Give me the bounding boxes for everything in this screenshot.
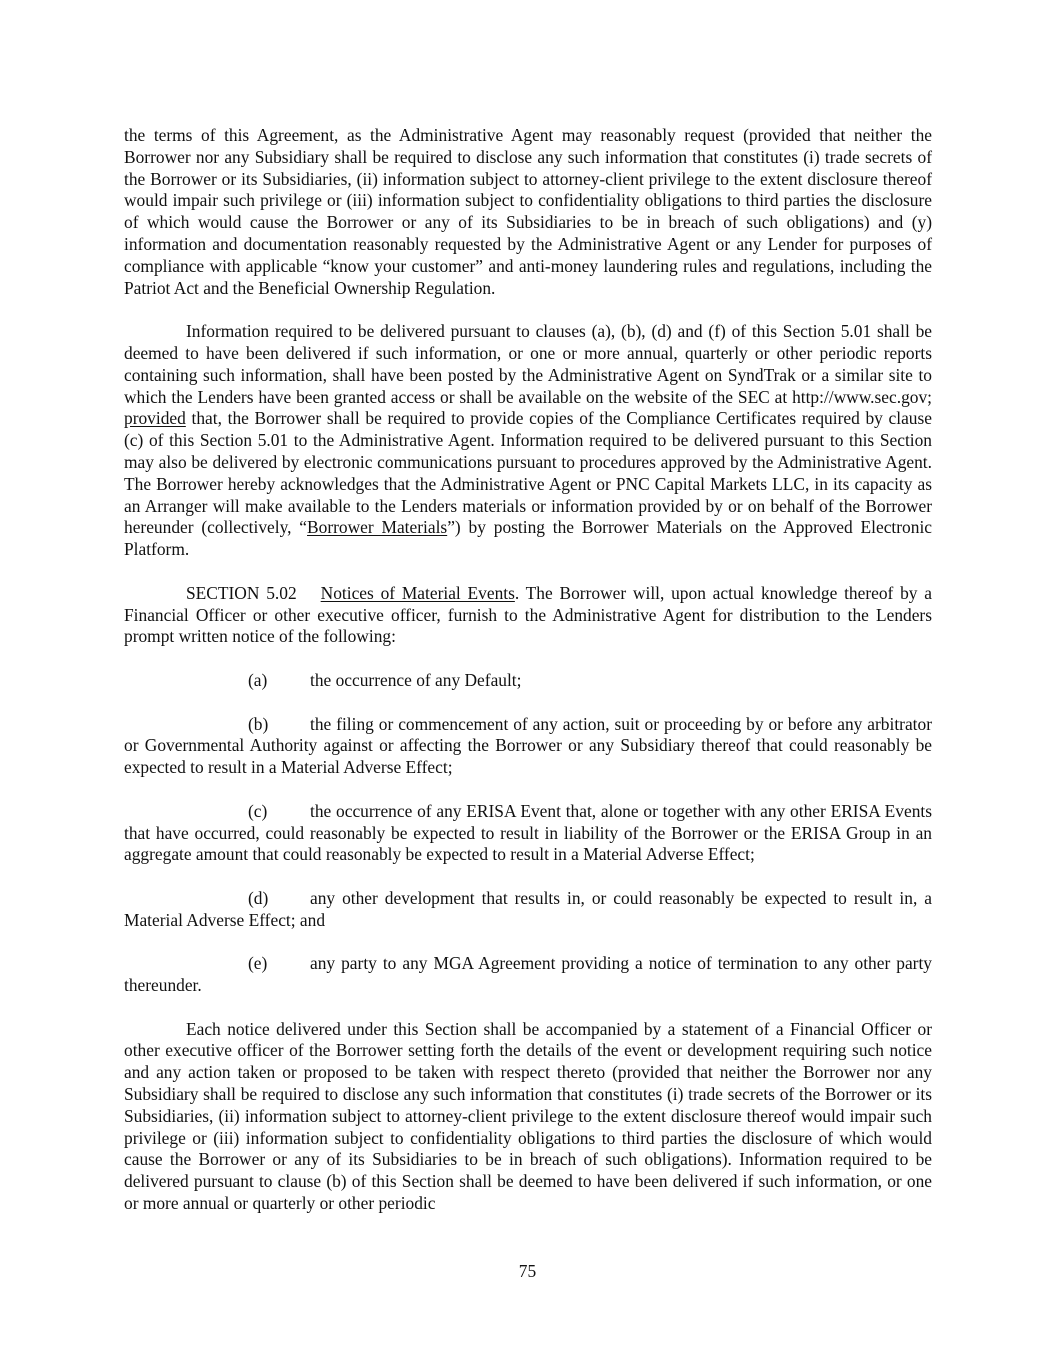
section-502-heading-paragraph bbox=[124, 583, 932, 648]
clause-label: (b) bbox=[248, 713, 269, 734]
clause-text: the occurrence of any ERISA Event that, alone or together with any other ERISA Events that have occurred, could reasonably be expected to result in liability of the Borrower or the ERISA Group in an aggregate amount that could reasonably be expected to result in a Material Adverse Effect; bbox=[124, 800, 932, 865]
section-intro: . The Borrower will, upon actual knowledge thereof by a Financial Officer or other executive officer, furnish to the Administrative Agent for distribution to the Lenders prompt written notice of the following: bbox=[124, 582, 932, 647]
page-number: 75 bbox=[518, 1261, 537, 1281]
clause-d bbox=[124, 888, 932, 932]
document-page bbox=[124, 125, 932, 1237]
clause-text: the filing or commencement of any action, suit or proceeding by or before any arbitrator or Governmental Authority against or affecting the Borrower or any Subsidiary thereof that could reasonably be expected to result in a Material Adverse Effect; bbox=[124, 713, 932, 778]
section-number: SECTION 5.02 bbox=[186, 582, 297, 603]
delivery-text-1: Information required to be delivered pursuant to clauses (a), (b), (d) and (f) of this Section 5.01 shall be deemed to have been delivered if such information, or one or more annual, quarterly or other periodic reports containing such information, shall have been posted by the Administrative Agent on SyndTrak or a similar site to which the Lenders have been granted access or shall be available on the website of the SEC at http://www.sec.gov; bbox=[124, 321, 932, 407]
clause-label: (a) bbox=[248, 669, 268, 690]
closing-paragraph: Each notice delivered under this Section shall be accompanied by a statement of a Financial Officer or other executive officer of the Borrower setting forth the details of the event or development requiring such notice and any action taken or proposed to be taken with respect thereto (provided that neither the Borrower nor any Subsidiary shall be required to disclose any such information that constitutes (i) trade secrets of the Borrower or its Subsidiaries, (ii) information subject to attorney-client privilege to the extent disclosure thereof would impair such privilege or (iii) information subject to confidentiality obligations to third parties the disclosure of which would cause the Borrower or any of its Subsidiaries to be in breach of such obligations). Information required to be delivered pursuant to clause (b) of this Section shall be deemed to have been delivered if such information, or one or more annual or quarterly or other periodic bbox=[124, 1018, 932, 1214]
section-title: Notices of Material Events bbox=[320, 582, 515, 603]
clause-e bbox=[124, 953, 932, 997]
borrower-materials-term: Borrower Materials bbox=[307, 517, 448, 538]
clause-b bbox=[124, 714, 932, 779]
delivery-text-3: ”) by posting the Borrower Materials on the Approved Electronic Platform. bbox=[124, 517, 932, 560]
clause-label: (d) bbox=[248, 887, 269, 908]
clause-text: the occurrence of any Default; bbox=[310, 669, 522, 690]
continuation-paragraph: the terms of this Agreement, as the Administrative Agent may reasonably request (provided that neither the Borrower nor any Subsidiary shall be required to disclose any such information that constitutes (i) trade secrets of the Borrower or its Subsidiaries, (ii) information subject to attorney-client privilege to the extent disclosure thereof would impair such privilege or (iii) information subject to confidentiality obligations to third parties the disclosure of which would cause the Borrower or any of its Subsidiaries to be in breach of such obligations) and (y) information and documentation reasonably requested by the Administrative Agent or any Lender for purposes of compliance with applicable “know your customer” and anti-money laundering rules and regulations, including the Patriot Act and the Beneficial Ownership Regulation. bbox=[124, 125, 932, 298]
clause-text: any party to any MGA Agreement providing a notice of termination to any other party thereunder. bbox=[124, 953, 932, 996]
clause-a bbox=[124, 670, 932, 692]
provided-term: provided bbox=[124, 408, 186, 429]
delivery-paragraph bbox=[124, 321, 932, 561]
clause-text: any other development that results in, or could reasonably be expected to result in, a Material Adverse Effect; and bbox=[124, 887, 932, 930]
clause-label: (c) bbox=[248, 800, 268, 821]
delivery-text-2: that, the Borrower shall be required to provide copies of the Compliance Certificates required by clause (c) of this Section 5.01 to the Administrative Agent. Information required to be delivered pursuant to this Section may also be delivered by electronic communications pursuant to procedures approved by the Administrative Agent. The Borrower hereby acknowledges that the Administrative Agent or PNC Capital Markets LLC, in its capacity as an Arranger will make available to the Lenders materials or information provided by or on behalf of the Borrower hereunder (collectively, “ bbox=[124, 408, 932, 538]
clause-label: (e) bbox=[248, 953, 268, 974]
clause-c bbox=[124, 801, 932, 866]
